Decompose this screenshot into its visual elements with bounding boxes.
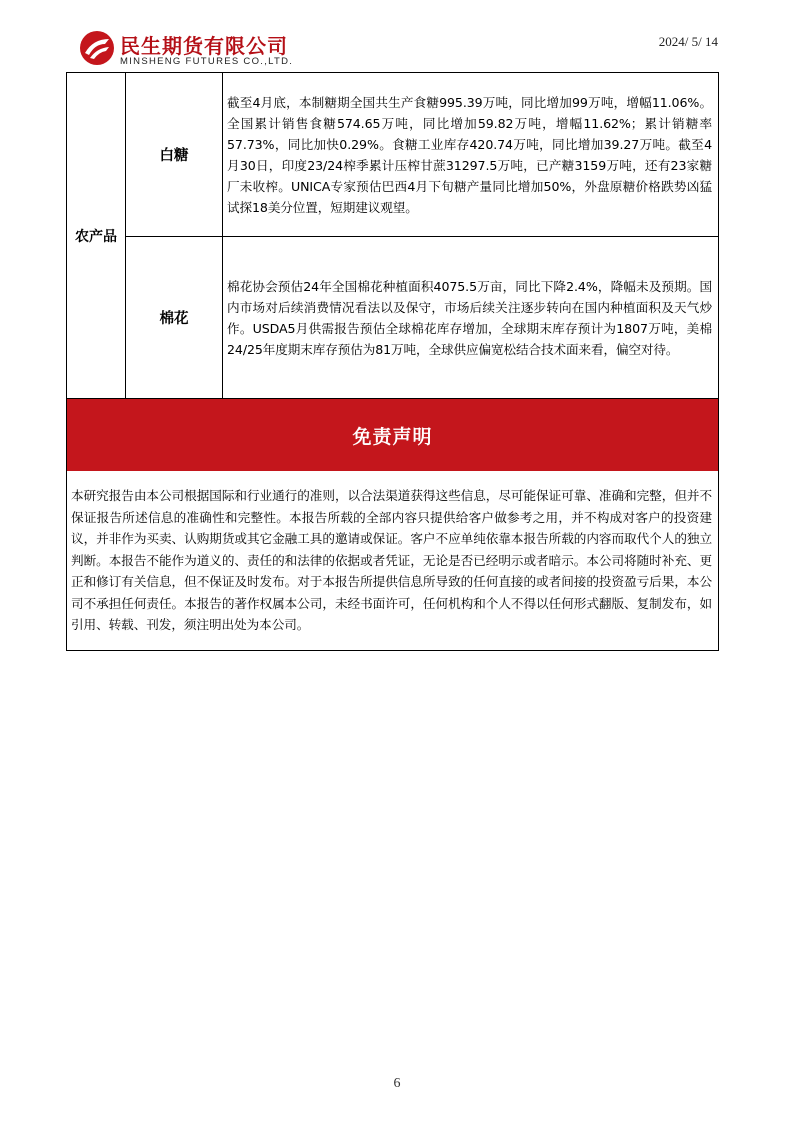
company-logo — [78, 26, 318, 72]
disclaimer-body: 本研究报告由本公司根据国际和行业通行的准则，以合法渠道获得这些信息，尽可能保证可靠、准确和完整，但并不保证报告所述信息的准确性和完整性。本报告所载的全部内容只提供给客户做参考之用，并不构成对客户的投资建议，并非作为买卖、认购期货或其它金融工具的邀请或保证。客户不应单纯依靠本报告所载的内容而取代个人的独立判断。本报告不能作为道义的、责任的和法律的依据或者凭证，无论是否已经明示或者暗示。本公司将随时补充、更正和修订有关信息，但不保证及时发布。对于本报告所提供信息所导致的任何直接的或者间接的投资盈亏后果，本公司不承担任何责任。本报告的著作权属本公司，未经书面许可，任何机构和个人不得以任何形式翻版、复制发布，如引用、转载、刊发，须注明出处为本公司。 — [66, 471, 719, 651]
disclaimer-title: 免责声明 — [66, 399, 719, 471]
cotton-analysis-text: 棉花协会预估24年全国棉花种植面积4075.5万亩，同比下降2.4%，降幅未及预期。国内市场对后续消费情况看法以及保守，市场后续关注逐步转向在国内种植面积及天气炒作。USDA5月供需报告预估全球棉花库存增加，全球期末库存预计为1807万吨，美棉24/25年度期末库存预估为81万吨，全球供应偏宽松结合技术面来看，偏空对待。 — [223, 237, 719, 399]
product-cell-cotton: 棉花 — [126, 237, 223, 399]
page-number: 6 — [393, 1076, 401, 1091]
table-row-cotton — [67, 237, 719, 399]
commodity-table — [66, 72, 719, 399]
minsheng-logo-icon — [78, 29, 116, 67]
company-name-en: MINSHENG FUTURES CO.,LTD. — [120, 56, 294, 67]
category-cell: 农产品 — [67, 73, 126, 399]
page-header — [0, 0, 794, 72]
sugar-analysis-text: 截至4月底，本制糖期全国共生产食糖995.39万吨，同比增加99万吨，增幅11.06%。全国累计销售食糖574.65万吨，同比增加59.82万吨，增幅11.62%；累计销糖率57.73%，同比加快0.29%。食糖工业库存420.74万吨，同比增加39.27万吨。截至4月30日，印度23/24榨季累计压榨甘蔗31297.5万吨，已产糖3159万吨，还有23家糖厂未收榨。UNICA专家预估巴西4月下旬糖产量同比增加50%，外盘原糖价格跌势凶猛试探18美分位置，短期建议观望。 — [223, 73, 719, 237]
table-row-sugar — [67, 73, 719, 237]
company-name-cn: 民生期货有限公司 — [120, 34, 288, 58]
product-cell-sugar: 白糖 — [126, 73, 223, 237]
commodity-table-section — [66, 72, 719, 651]
report-date: 2024/ 5/ 14 — [658, 34, 718, 49]
